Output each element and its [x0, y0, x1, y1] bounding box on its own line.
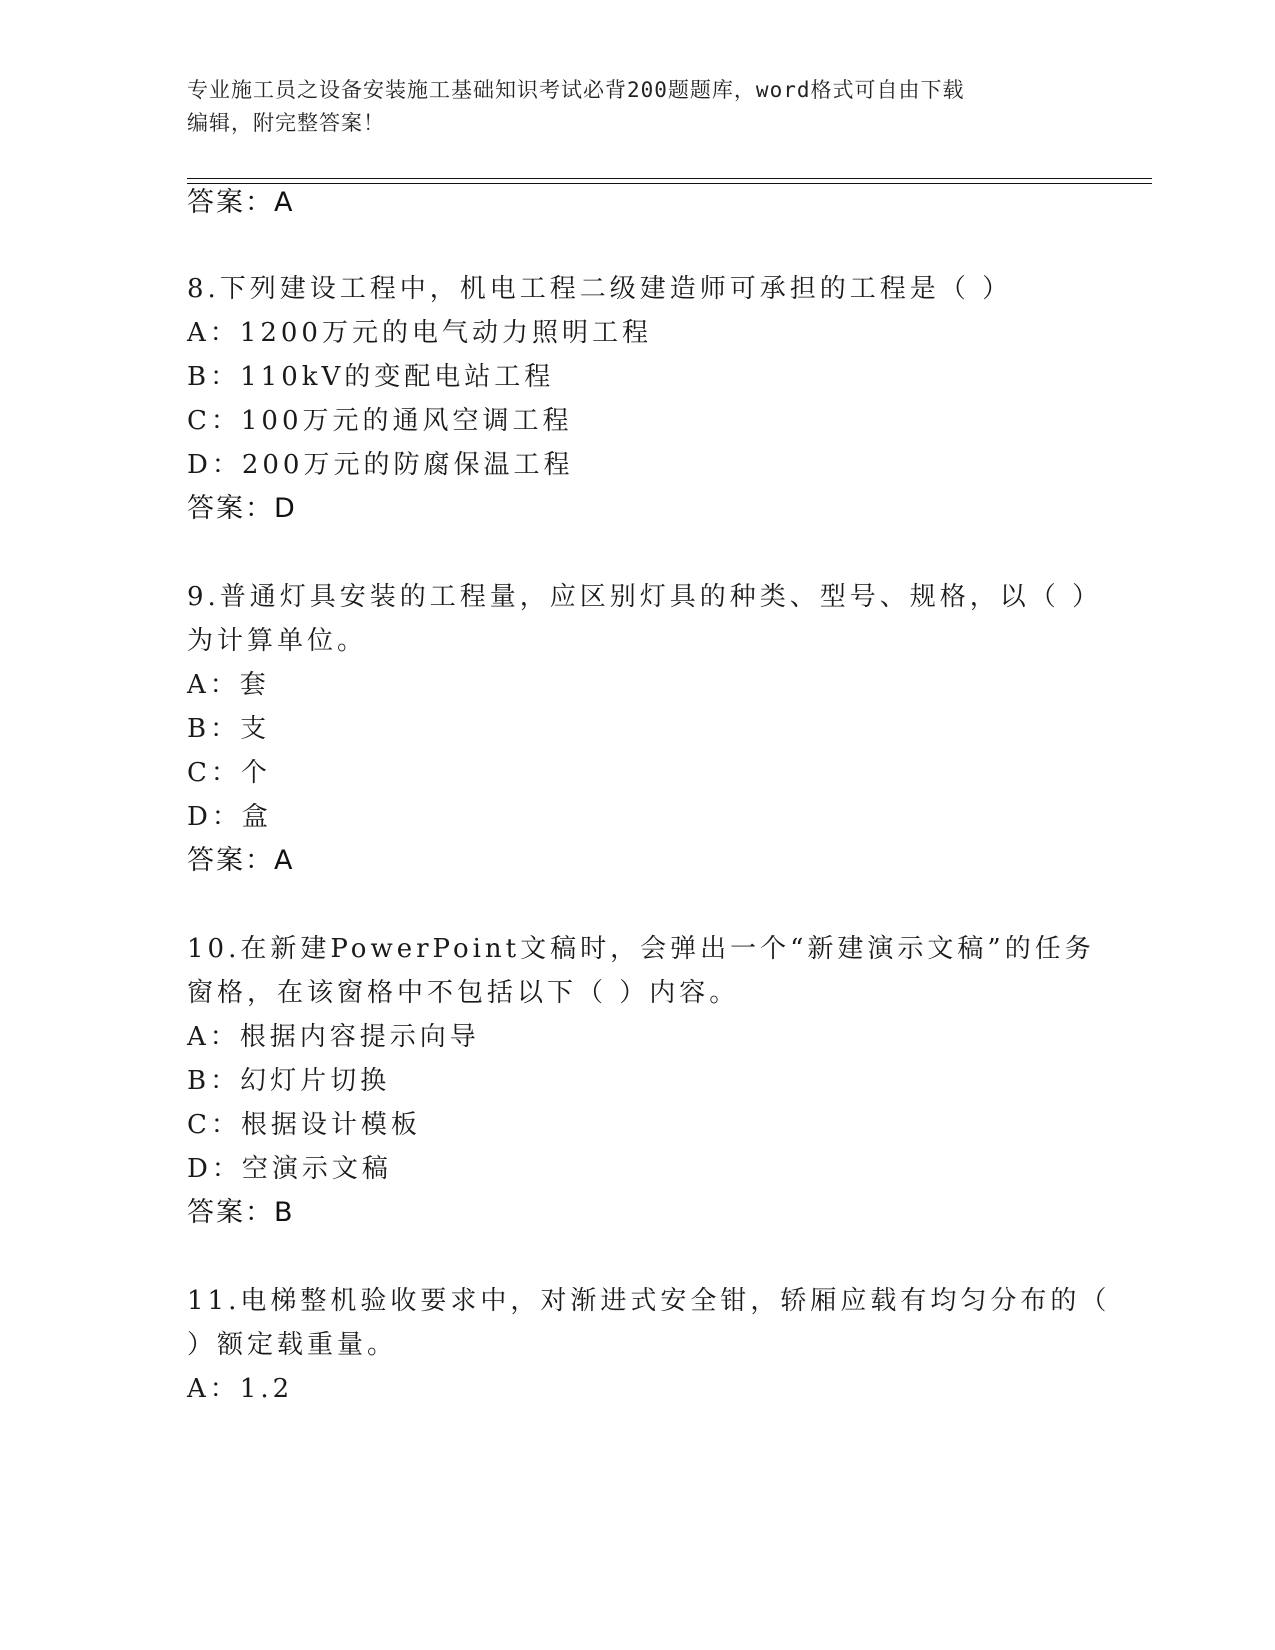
question-stem: 8.下列建设工程中，机电工程二级建造师可承担的工程是（ ） [187, 274, 1013, 304]
option-a: A：1.2 [187, 1374, 294, 1404]
option-c: C：根据设计模板 [187, 1110, 421, 1140]
question-stem: 9.普通灯具安装的工程量，应区别灯具的种类、型号、规格，以（ ） [187, 582, 1103, 612]
answer-line: 答案：D [187, 493, 297, 524]
answer-line: 答案：A [187, 845, 295, 876]
header-divider-top [187, 178, 1152, 179]
header-divider-bottom [187, 183, 1152, 184]
header-line-1: 专业施工员之设备安装施工基础知识考试必背200题题库，word格式可自由下载 [187, 78, 965, 102]
question-stem-cont: 窗格，在该窗格中不包括以下（ ）内容。 [187, 978, 740, 1008]
option-d: D：空演示文稿 [187, 1154, 392, 1184]
option-b: B：支 [187, 714, 271, 744]
option-c: C：个 [187, 758, 271, 788]
header-line-2: 编辑，附完整答案！ [187, 111, 385, 135]
answer-line: 答案：A [187, 187, 295, 218]
answer-line: 答案：B [187, 1197, 295, 1228]
question-stem-cont: ）额定载重量。 [187, 1330, 398, 1360]
question-stem: 11.电梯整机验收要求中，对渐进式安全钳，轿厢应载有均匀分布的（ [187, 1286, 1111, 1316]
option-d: D：盒 [187, 802, 272, 832]
option-a: A：1200万元的电气动力照明工程 [187, 318, 652, 348]
document-header [187, 74, 1067, 140]
question-stem-cont: 为计算单位。 [187, 626, 368, 656]
option-b: B：110kV的变配电站工程 [187, 362, 555, 392]
option-c: C：100万元的通风空调工程 [187, 406, 573, 436]
option-a: A：根据内容提示向导 [187, 1022, 480, 1052]
option-b: B：幻灯片切换 [187, 1066, 391, 1096]
question-stem: 10.在新建PowerPoint文稿时，会弹出一个“新建演示文稿”的任务 [187, 934, 1095, 964]
option-a: A：套 [187, 670, 270, 700]
option-d: D：200万元的防腐保温工程 [187, 450, 574, 480]
